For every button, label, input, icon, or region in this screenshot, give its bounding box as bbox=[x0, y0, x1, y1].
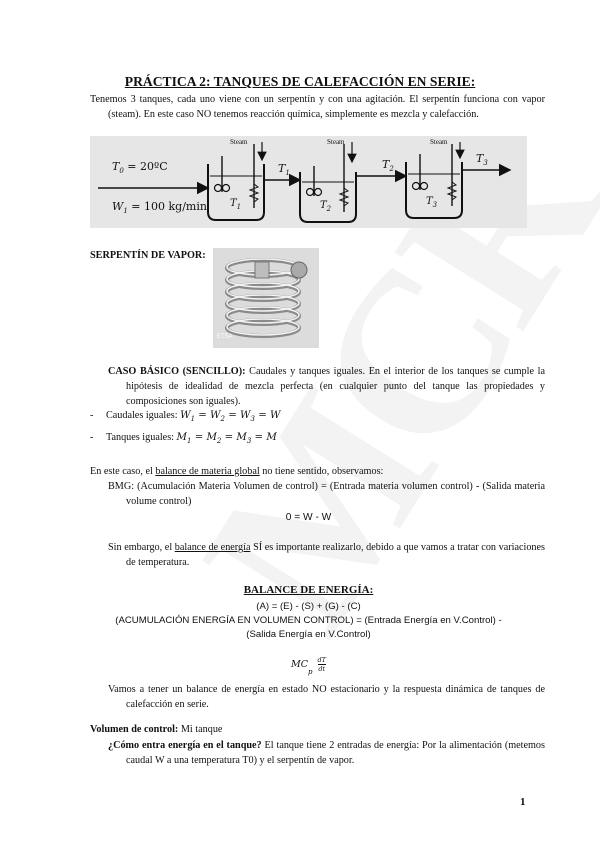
como-entra-label: ¿Cómo entra energía en el tanque? bbox=[108, 740, 262, 751]
zero-equation: 0 = W - W bbox=[285, 512, 332, 523]
mcp-p: p bbox=[308, 667, 313, 676]
vamos-paragraph: Vamos a tener un balance de energía en estado NO estacionario y la respuesta dinámica de tanques de calefacción en serie. bbox=[108, 684, 545, 710]
diagram-t3-out: $T_3$ bbox=[476, 152, 488, 168]
steam-label-1: Steam bbox=[230, 138, 248, 146]
bullet-caudales-text: Caudales iguales: bbox=[105, 410, 181, 421]
diagram-t1-out: $T_1$ bbox=[278, 162, 290, 178]
caso-basico-label: CASO BÁSICO (SENCILLO): bbox=[108, 366, 246, 377]
caso-basico-paragraph bbox=[108, 364, 545, 409]
diagram-t2-out: $T_2$ bbox=[382, 158, 394, 174]
photo-caption: ETSA bbox=[217, 334, 233, 340]
bullet-tanques-text: Tanques iguales: bbox=[105, 432, 177, 443]
bullet-dash: - bbox=[90, 432, 94, 443]
bullet-dash: - bbox=[90, 410, 94, 421]
mcp-m: MC bbox=[291, 659, 308, 670]
tanks-diagram bbox=[90, 136, 527, 228]
sin-embargo-paragraph: Sin embargo, el balance de energía SÍ es importante realizarlo, debido a que vamos a tratar con variaciones de temperatura. bbox=[108, 542, 546, 568]
caso-basico-text: Caudales y tanques iguales. En el interior de los tanques se cumple la hipótesis de idealidad de mezcla perfecta (en cualquier punto del tanque las propiedades y composiciones son iguales). bbox=[126, 366, 545, 407]
coil-photo bbox=[213, 248, 319, 348]
intro-paragraph: Tenemos 3 tanques, cada uno viene con un serpentín y con una agitación. El serpentín funciona con vapor (steam). En este caso NO tenemos reacción química, simplemente es mezcla y calefacción. bbox=[90, 94, 545, 120]
balance-energia-term: balance de energía bbox=[174, 542, 251, 553]
serpentin-heading: SERPENTÍN DE VAPOR: bbox=[90, 250, 206, 261]
mcp-fraction: $\frac{dT}{dt}$ bbox=[317, 656, 327, 673]
coil-photo-svg bbox=[213, 248, 319, 348]
balance-energia-heading: BALANCE DE ENERGÍA: bbox=[243, 584, 374, 596]
steam-label-2: Steam bbox=[327, 138, 345, 146]
bullet-tanques-equation: $M_1 = M_2 = M_3 = M$ bbox=[176, 432, 277, 446]
bmg-paragraph: BMG: (Acumulación Materia Volumen de control) = (Entrada materia volumen control) - (Salida materia volume control) bbox=[108, 481, 545, 507]
bullet-caudales bbox=[90, 408, 280, 427]
diagram-t1-tank: $T_1$ bbox=[230, 198, 242, 211]
balance-energia-line3: (Salida Energía en V.Control) bbox=[246, 629, 371, 640]
balance-energia-line1: (A) = (E) - (S) + (G) - (C) bbox=[256, 601, 361, 612]
diagram-w1-label: $W_1 = 100$ kg/min bbox=[112, 200, 207, 216]
como-entra-paragraph: ¿Cómo entra energía en el tanque? El tanque tiene 2 entradas de energía: Por la alimentación (metemos caudal W a una temperatura T0) y el serpentín de vapor. bbox=[108, 740, 545, 766]
volumen-control-paragraph: Volumen de control: Mi tanque bbox=[90, 724, 223, 735]
steam-label-3: Steam bbox=[430, 138, 448, 146]
diagram-t0-label: $T_0$ = 20ºC bbox=[112, 160, 168, 176]
page-number: 1 bbox=[520, 796, 526, 808]
volumen-control-label: Volumen de control: bbox=[90, 724, 179, 735]
diagram-t2-tank: $T_2$ bbox=[320, 200, 332, 213]
mcp-expression bbox=[291, 656, 327, 676]
page-title: PRÁCTICA 2: TANQUES DE CALEFACCIÓN EN SERIE: bbox=[124, 74, 476, 89]
bullet-caudales-equation: $W_1 = W_2 = W_3 = W$ bbox=[180, 410, 281, 424]
balance-global-paragraph: En este caso, el balance de materia global no tiene sentido, observamos: bbox=[90, 466, 384, 477]
balance-materia-global-term: balance de materia global bbox=[155, 466, 260, 477]
diagram-t3-tank: $T_3$ bbox=[426, 196, 438, 209]
balance-energia-line2: (ACUMULACIÓN ENERGÍA EN VOLUMEN CONTROL) = (Entrada Energía en V.Control) - bbox=[115, 615, 502, 626]
bullet-tanques bbox=[90, 430, 277, 449]
